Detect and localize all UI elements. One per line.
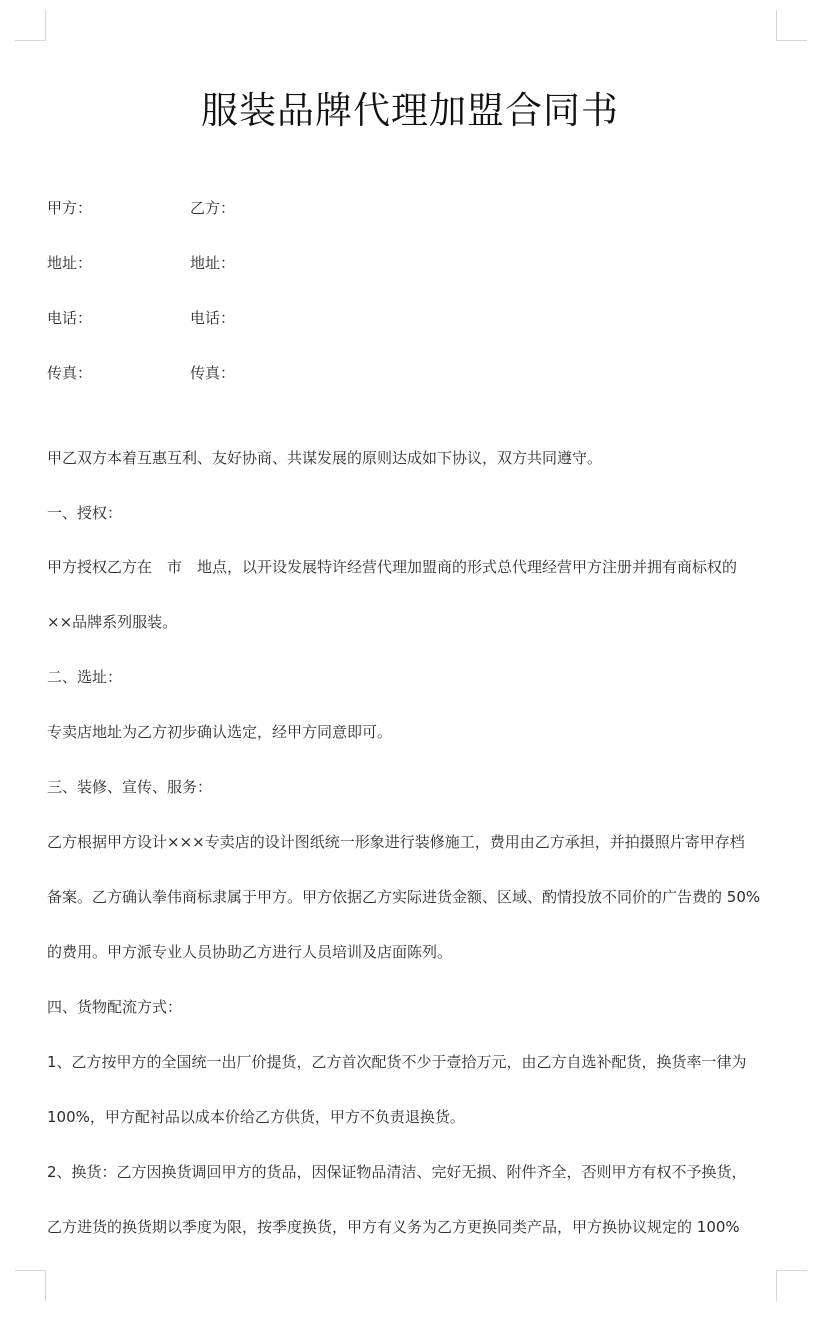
party-a-fax-label: 传真：: [47, 364, 93, 382]
document-title: 服装品牌代理加盟合同书: [201, 88, 619, 132]
party-row-address: [47, 251, 347, 275]
page-corner-mark-top-right: [776, 10, 807, 41]
party-b-phone-label: 电话：: [190, 309, 236, 327]
distribution-clause-2-line-1: 2、换货：乙方因换货调回甲方的货品，因保证物品清洁、完好无损、附件齐全，否则甲方有权不予换货，: [47, 1163, 747, 1181]
party-b-address-label: 地址：: [190, 254, 236, 272]
page-corner-mark-bottom-left: [15, 1270, 46, 1301]
party-row-name: [47, 196, 347, 220]
distribution-clause-1-line-1: 1、乙方按甲方的全国统一出厂价提货，乙方首次配货不少于壹拾万元，由乙方自选补配货，换货率一律为: [47, 1053, 747, 1071]
party-row-phone: [47, 306, 347, 330]
section-heading-authorization: 一、授权：: [47, 504, 123, 522]
party-b-name-label: 乙方：: [190, 199, 236, 217]
party-a-address-label: 地址：: [47, 254, 93, 272]
section-heading-site-selection: 二、选址：: [47, 668, 123, 686]
decoration-text-line-2: 备案。乙方确认拳伟商标隶属于甲方。甲方依据乙方实际进货金额、区域、酌情投放不同价的广告费的 50%: [47, 888, 761, 906]
distribution-clause-1-line-2: 100%，甲方配衬品以成本价给乙方供货，甲方不负责退换货。: [47, 1108, 465, 1126]
party-a-name-label: 甲方：: [47, 199, 93, 217]
decoration-text-line-3: 的费用。甲方派专业人员协助乙方进行人员培训及店面陈列。: [47, 943, 453, 961]
section-heading-distribution: 四、货物配流方式：: [47, 998, 183, 1016]
authorization-text-line-1: 甲方授权乙方在 市 地点，以开设发展特许经营代理加盟商的形式总代理经营甲方注册并拥有商标权的: [47, 558, 738, 576]
site-selection-text: 专卖店地址为乙方初步确认选定，经甲方同意即可。: [47, 723, 393, 741]
authorization-text-line-2: ××品牌系列服装。: [47, 613, 178, 631]
decoration-text-line-1: 乙方根据甲方设计×××专卖店的设计图纸统一形象进行装修施工，费用由乙方承担，并拍摄照片寄甲存档: [47, 833, 745, 851]
page-corner-mark-bottom-right: [776, 1270, 807, 1301]
party-b-fax-label: 传真：: [190, 364, 236, 382]
section-heading-decoration: 三、装修、宣传、服务：: [47, 778, 213, 796]
party-row-fax: [47, 361, 347, 385]
distribution-clause-2-line-2: 乙方进货的换货期以季度为限，按季度换货，甲方有义务为乙方更换同类产品，甲方换协议规定的 100%: [47, 1218, 740, 1236]
party-a-phone-label: 电话：: [47, 309, 93, 327]
preamble-paragraph: 甲乙双方本着互惠互利、友好协商、共谋发展的原则达成如下协议，双方共同遵守。: [47, 449, 603, 467]
page-corner-mark-top-left: [15, 10, 46, 41]
